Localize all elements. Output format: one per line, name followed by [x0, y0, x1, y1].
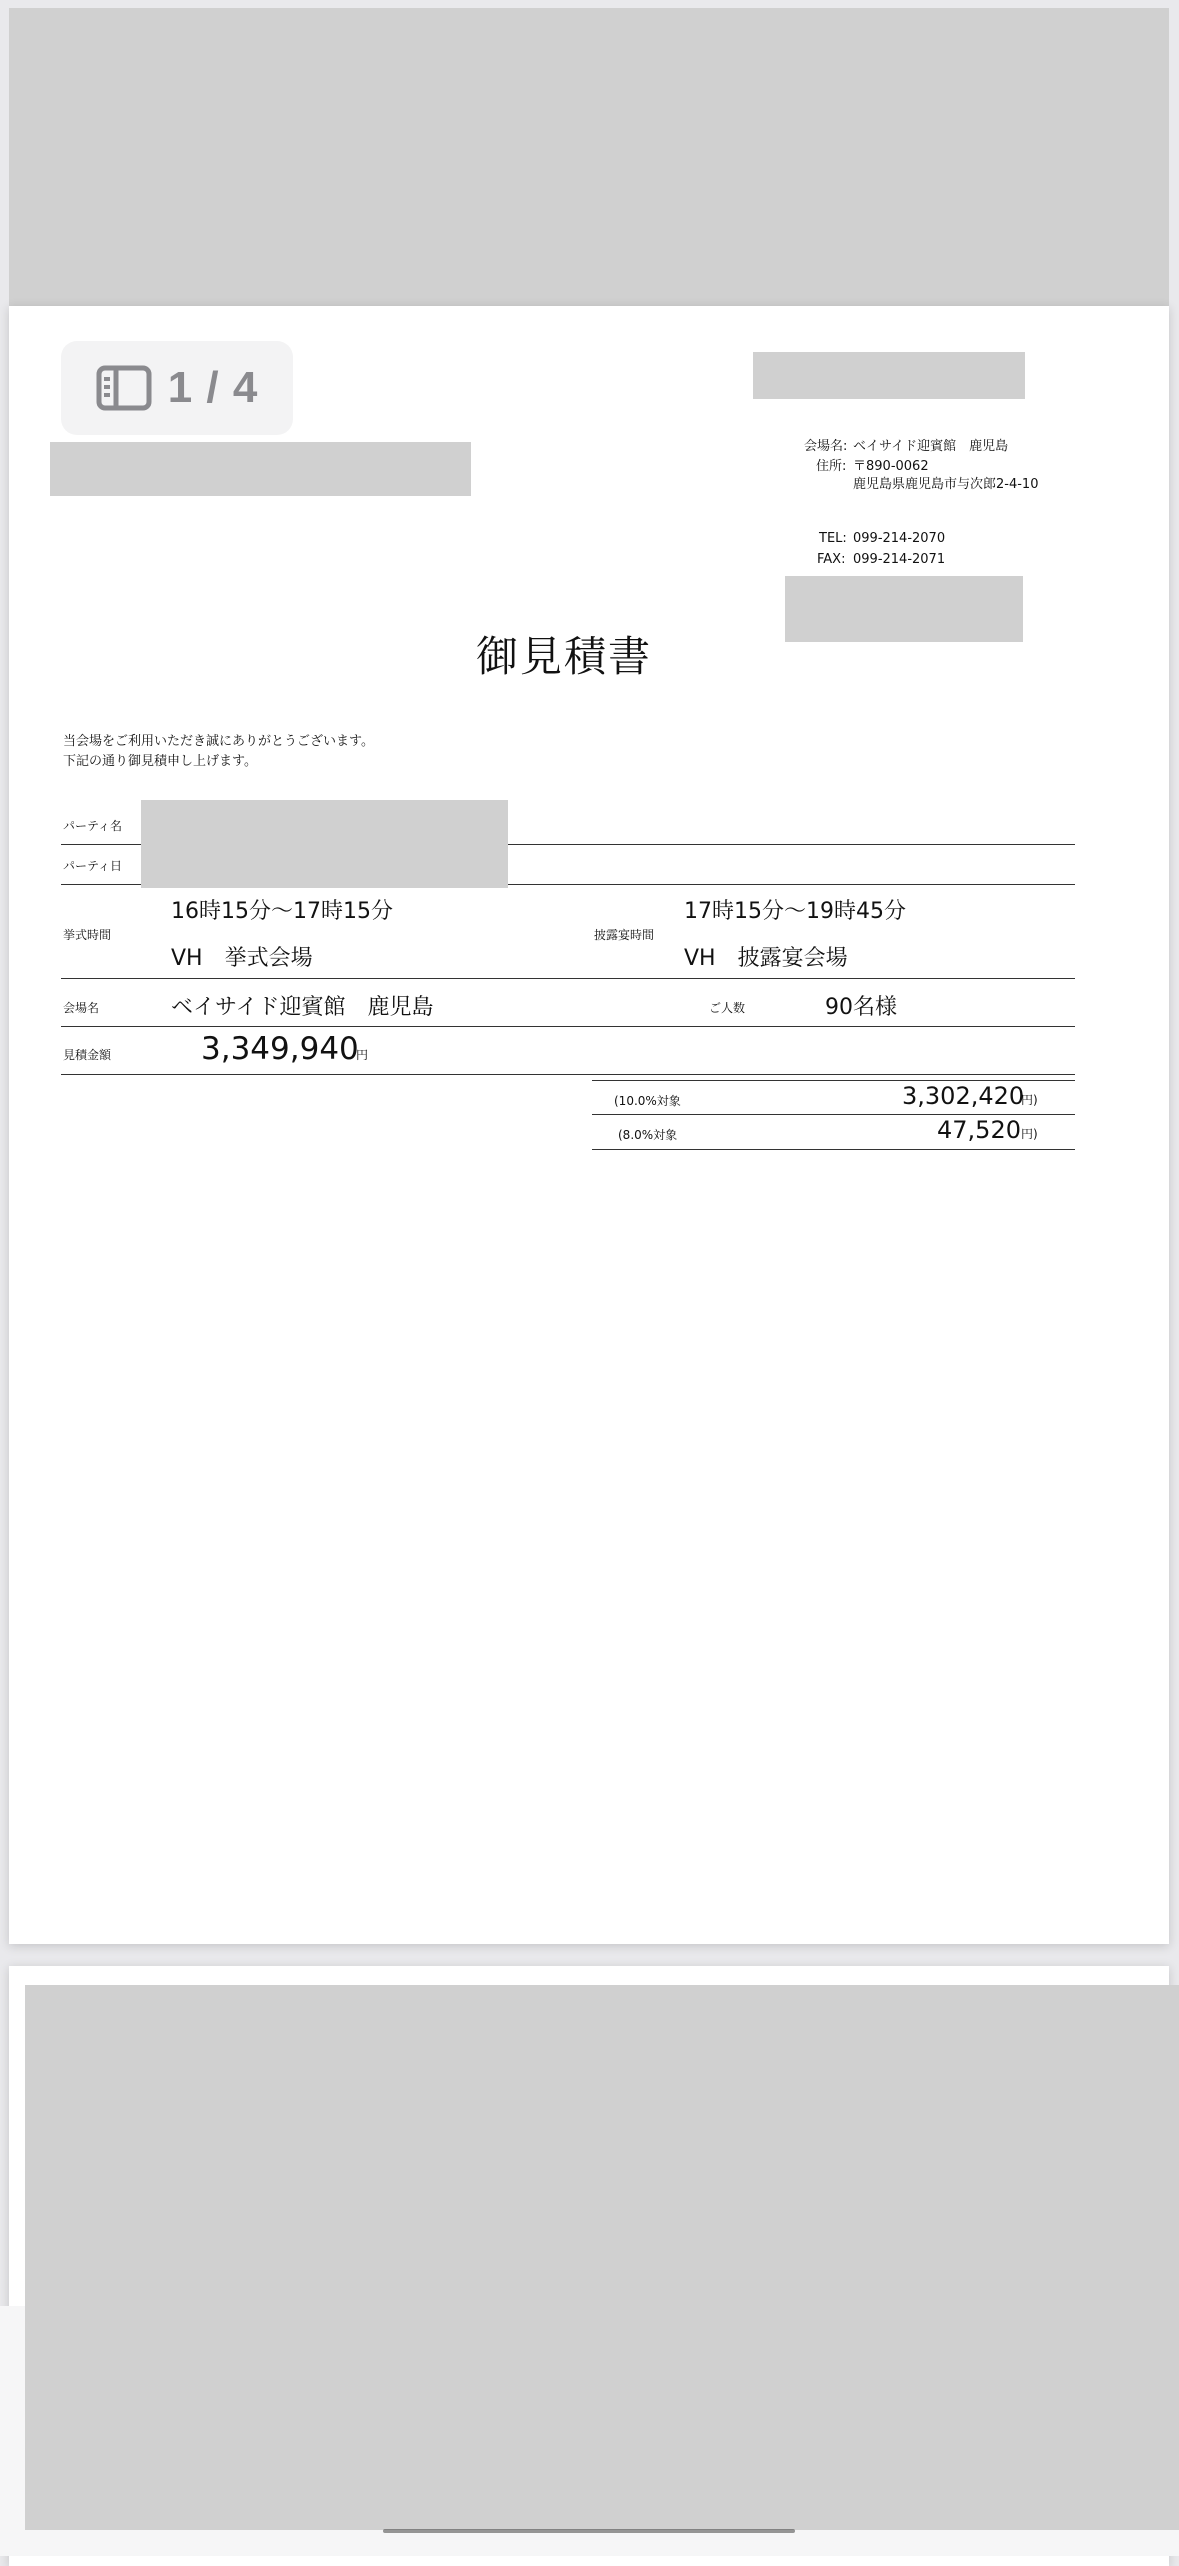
guests-count: 90名様: [825, 995, 897, 1020]
redacted-page-2-content: [25, 1985, 1179, 2530]
page-count: 1 / 4: [167, 363, 259, 412]
tax-8-amount: 47,520: [937, 1116, 1021, 1144]
divider: [61, 1026, 1075, 1027]
tax-10-amount: 3,302,420: [902, 1082, 1025, 1110]
document-title: 御見積書: [475, 632, 652, 681]
tax-8-unit: 円): [1021, 1127, 1038, 1141]
reception-time: 17時15分〜19時45分: [684, 899, 906, 924]
company-address-label: 住所:: [816, 459, 847, 474]
guests-label: ご人数: [709, 1001, 746, 1015]
party-date-label: パーティ日: [63, 859, 123, 873]
estimate-yen: 円: [356, 1048, 369, 1062]
party-name-label: パーティ名: [63, 819, 123, 833]
greeting-line-1: 当会場をご利用いただき誠にありがとうございます。: [63, 734, 374, 749]
redacted-recipient: [50, 442, 471, 496]
company-postal: 〒890-0062: [853, 459, 929, 474]
tax-8-label: (8.0%対象: [618, 1128, 678, 1142]
divider: [592, 1149, 1075, 1150]
reception-time-label: 披露宴時間: [594, 928, 655, 942]
ceremony-time-label: 挙式時間: [63, 928, 112, 942]
ceremony-venue: VH 挙式会場: [171, 946, 313, 971]
company-venue-label: 会場名:: [804, 439, 848, 454]
redacted-header-area: [9, 8, 1169, 306]
greeting-line-2: 下記の通り御見積申し上げます。: [63, 754, 257, 769]
redacted-party-info: [141, 800, 508, 888]
document-page-1[interactable]: [9, 306, 1169, 1944]
home-indicator[interactable]: [383, 2529, 795, 2533]
ceremony-time: 16時15分〜17時15分: [171, 899, 393, 924]
tax-10-unit: 円): [1021, 1093, 1038, 1107]
company-fax-label: FAX:: [817, 552, 846, 567]
estimate-amount: 3,349,940: [201, 1031, 359, 1067]
company-venue: ベイサイド迎賓館 鹿児島: [853, 439, 1009, 454]
company-fax: 099-214-2071: [853, 552, 946, 567]
divider: [61, 978, 1075, 979]
divider: [592, 1080, 1075, 1081]
estimate-label: 見積金額: [63, 1048, 112, 1062]
company-address: 鹿児島県鹿児島市与次郎2-4-10: [853, 477, 1039, 492]
page-indicator[interactable]: [61, 341, 293, 435]
company-tel-label: TEL:: [819, 531, 847, 546]
divider: [61, 1074, 1075, 1075]
tax-10-label: (10.0%対象: [614, 1094, 681, 1108]
venue-name: ベイサイド迎賓館 鹿児島: [171, 995, 434, 1020]
divider: [592, 1114, 1075, 1115]
venue-name-label: 会場名: [63, 1001, 100, 1015]
reception-venue: VH 披露宴会場: [684, 946, 848, 971]
redacted-company-logo: [753, 352, 1025, 399]
company-tel: 099-214-2070: [853, 531, 946, 546]
sidebar-icon: [96, 365, 152, 411]
